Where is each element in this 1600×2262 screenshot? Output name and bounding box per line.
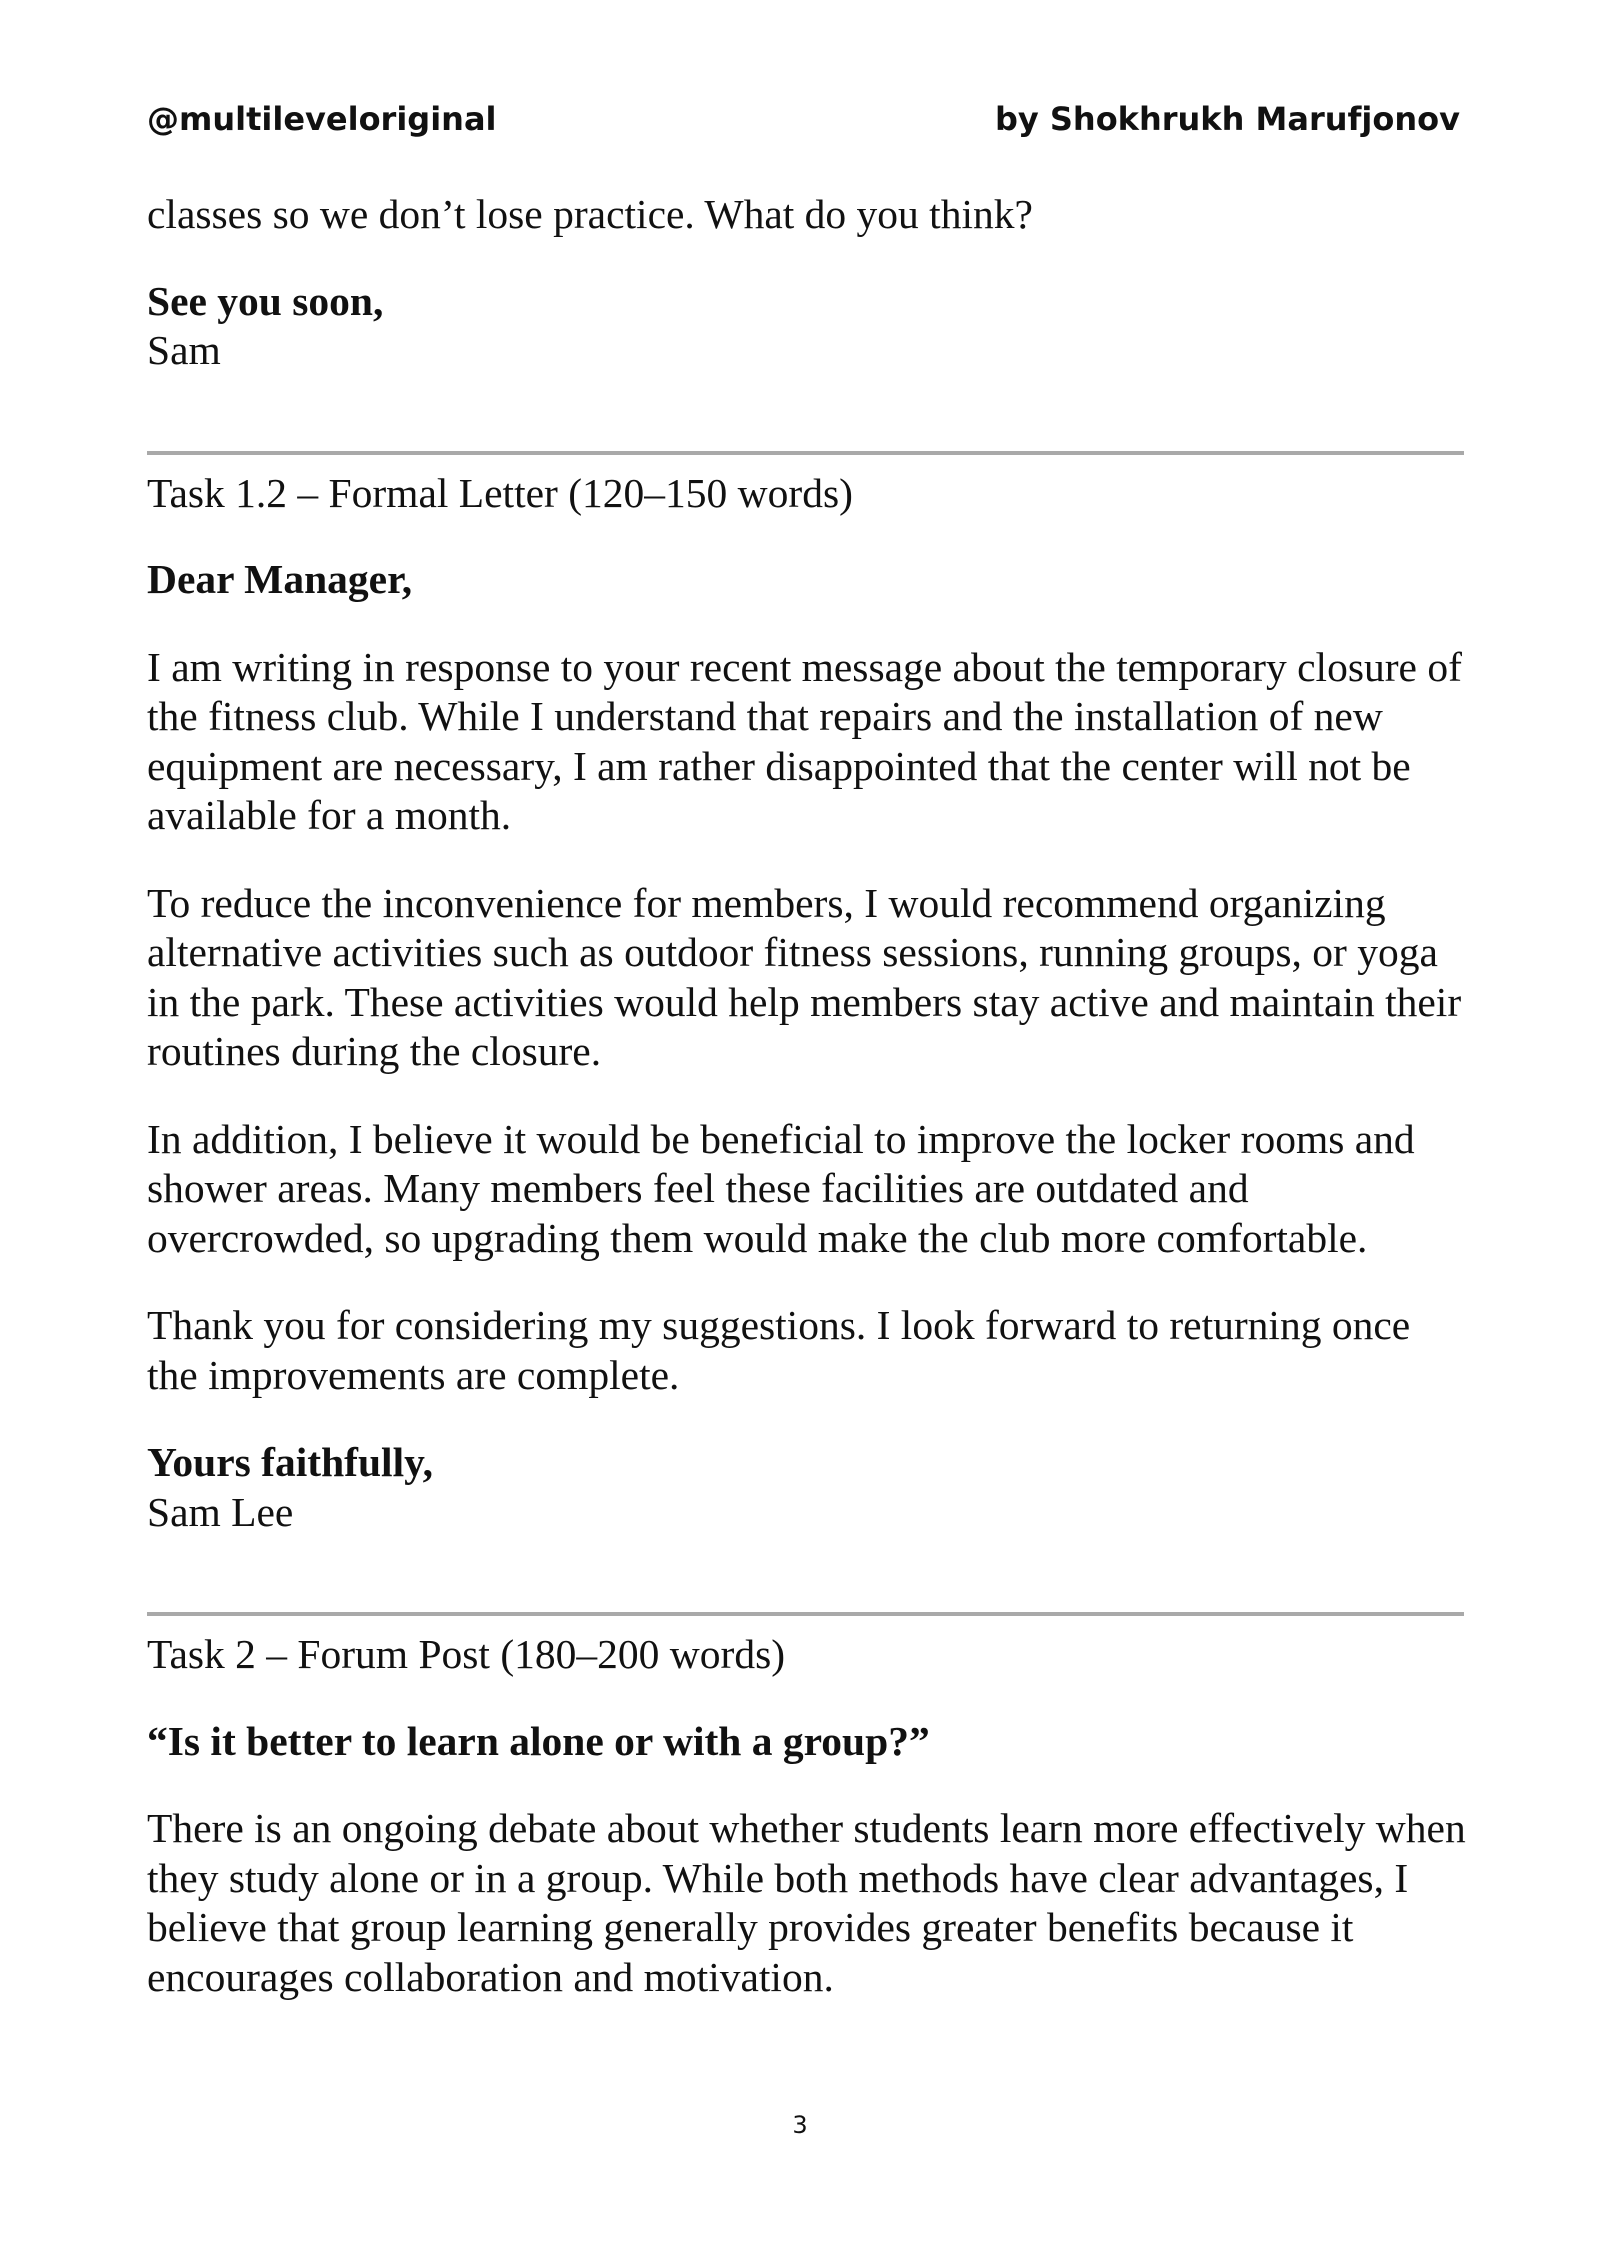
forum-post-title: “Is it better to learn alone or with a group?”	[147, 1717, 930, 1764]
section-divider	[147, 451, 1464, 455]
formal-letter-salutation: Dear Manager,	[147, 556, 413, 602]
page-content	[147, 190, 1467, 2002]
formal-letter-paragraph: I am writing in response to your recent message about the temporary closure of the fitness club. While I understand that repairs and the installation of new equipment are necessary, I am rather disappointed that the center will not be available for a month.	[147, 643, 1462, 838]
previous-letter-closing: See you soon,	[147, 277, 384, 324]
header-author: by Shokhrukh Marufjonov	[994, 100, 1460, 138]
header-handle: @multileveloriginal	[147, 100, 497, 138]
page-header	[147, 97, 1460, 141]
previous-letter-signoff	[147, 277, 1467, 376]
formal-letter-paragraph: To reduce the inconvenience for members, I would recommend organizing alternative activities such as outdoor fitness sessions, running groups, or yoga in the park. These activities would help members stay active and maintain their routines during the closure.	[147, 879, 1462, 1074]
task-1-2-heading: Task 1.2 – Formal Letter (120–150 words)	[147, 469, 853, 516]
formal-letter-signature: Sam Lee	[147, 1488, 294, 1535]
previous-letter-continuation: classes so we don’t lose practice. What do you think?	[147, 191, 1033, 237]
formal-letter-paragraph: In addition, I believe it would be beneficial to improve the locker rooms and shower areas. Many members feel these facilities are outdated and overcrowded, so upgrading them would make the club more comfortable.	[147, 1115, 1415, 1261]
forum-post-paragraph: There is an ongoing debate about whether students learn more effectively when they study alone or in a group. While both methods have clear advantages, I believe that group learning generally provides greater benefits because it encourages collaboration and motivation.	[147, 1805, 1466, 2000]
previous-letter-signature: Sam	[147, 327, 221, 373]
page-number: 3	[792, 2111, 808, 2139]
task-2-heading: Task 2 – Forum Post (180–200 words)	[147, 1631, 786, 1677]
formal-letter-paragraph: Thank you for considering my suggestions. I look forward to returning once the improvements are complete.	[147, 1302, 1411, 1398]
section-divider	[147, 1612, 1464, 1616]
formal-letter-closing: Yours faithfully,	[147, 1439, 433, 1485]
formal-letter-signoff	[147, 1438, 1467, 1537]
